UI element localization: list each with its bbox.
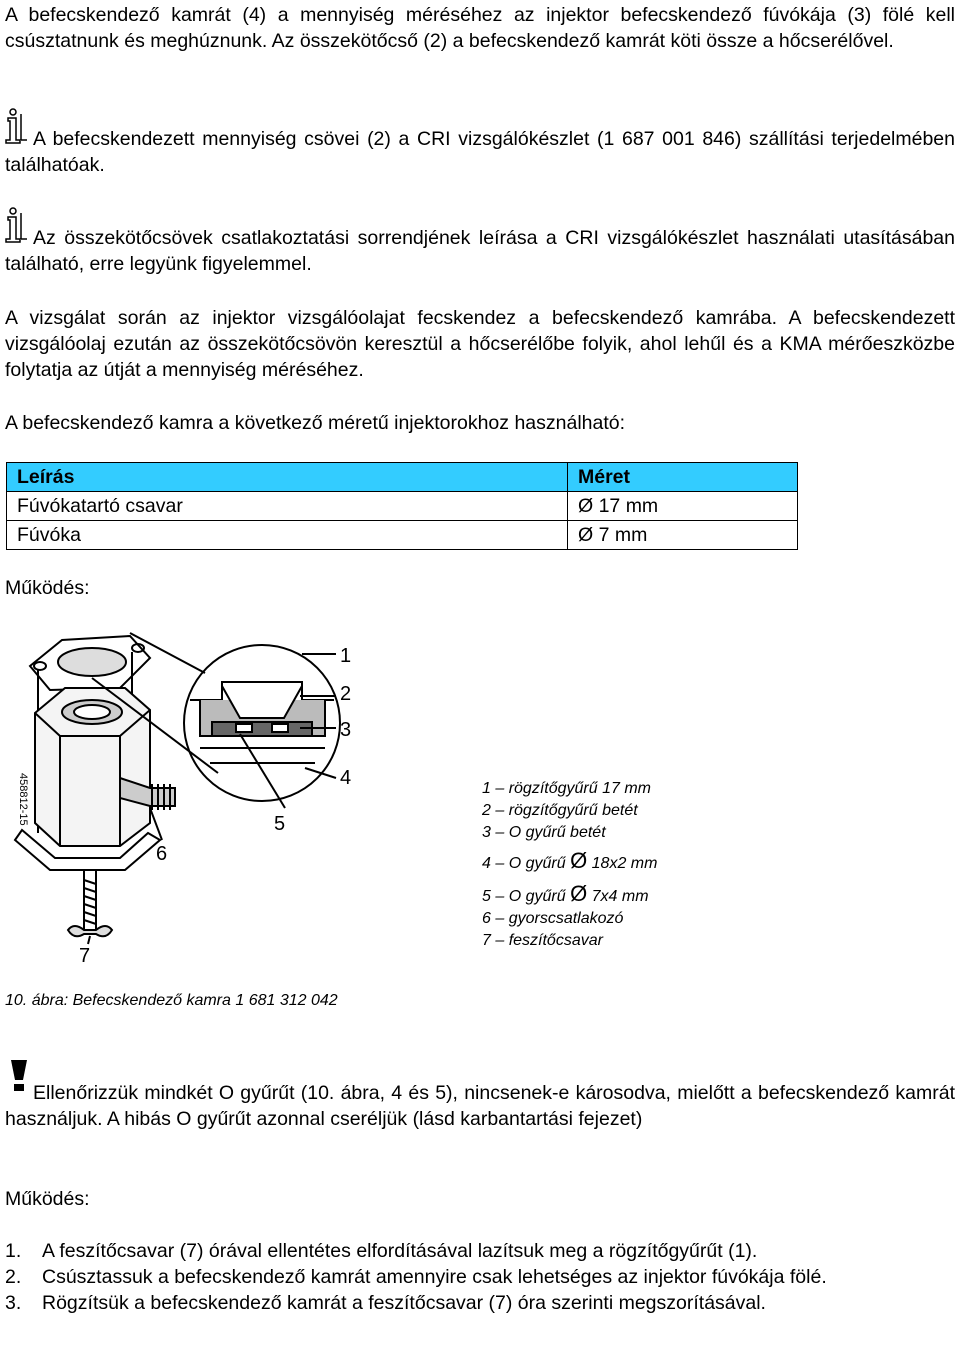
callout-2: 2 bbox=[340, 683, 352, 705]
table-row bbox=[7, 521, 798, 550]
step-text: Rögzítsük a befecskendező kamrát a feszítőcsavar (7) óra szerinti megszorításával. bbox=[42, 1292, 766, 1314]
diameter-symbol: Ø bbox=[570, 848, 588, 873]
table-row bbox=[7, 492, 798, 521]
step-number: 2. bbox=[5, 1266, 22, 1288]
usage-paragraph: A befecskendező kamra a következő méretű injektorokhoz használható: bbox=[5, 412, 626, 434]
legend-item: 1 – rögzítőgyűrű 17 mm bbox=[482, 780, 651, 797]
list-item bbox=[5, 1264, 955, 1290]
diameter-symbol: Ø bbox=[570, 881, 588, 906]
procedure-steps bbox=[5, 1238, 955, 1316]
drawing-part-number: 458812-15 bbox=[17, 773, 29, 826]
step-text: A feszítőcsavar (7) órával ellentétes elfordításával lazítsuk meg a rögzítőgyűrűt (1). bbox=[42, 1240, 758, 1262]
figure-legend bbox=[482, 778, 657, 952]
callout-3: 3 bbox=[340, 719, 352, 741]
legend-item: 7 – feszítőcsavar bbox=[482, 932, 603, 949]
section-heading-operation: Működés: bbox=[5, 577, 90, 599]
legend-item: 3 – O gyűrű betét bbox=[482, 824, 606, 841]
legend-label: 4 – O gyűrű bbox=[482, 855, 566, 872]
step-number: 3. bbox=[5, 1292, 22, 1314]
list-item bbox=[5, 1238, 955, 1264]
table-cell: Ø 7 mm bbox=[568, 521, 798, 550]
legend-item bbox=[482, 883, 657, 908]
intro-paragraph: A befecskendező kamrát (4) a mennyiség méréséhez az injektor befecskendező fúvókája (3) fölé kell csúsztatnunk és meghúznunk. Az összekötőcső (2) a befecskendező kamrát köti össze a hőcserélővel. bbox=[5, 4, 955, 52]
note-delivery-scope: A befecskendezett mennyiség csövei (2) a CRI vizsgálókészlet (1 687 001 846) szállítási terjedelmében találhatóak. bbox=[5, 128, 955, 176]
callout-1: 1 bbox=[340, 645, 352, 667]
legend-size: 7x4 mm bbox=[591, 888, 649, 905]
legend-item: 6 – gyorscsatlakozó bbox=[482, 910, 624, 927]
test-description-paragraph: A vizsgálat során az injektor vizsgálóolajat fecskendez a befecskendező kamrába. A befecskendezett vizsgálóolaj ezután az összekötőcsövön keresztül a hőcserélőbe folyik, ahol lehűl és a KMA mérőeszközbe folytatja az útját a mennyiség méréséhez. bbox=[5, 307, 955, 381]
warning-paragraph: Ellenőrizzük mindkét O gyűrűt (10. ábra, 4 és 5), nincsenek-e károsodva, mielőtt a befecskendező kamrát használjuk. A hibás O gyűrűt azonnal cseréljük (lásd karbantartási fejezet) bbox=[5, 1082, 955, 1130]
injector-size-table bbox=[6, 462, 798, 550]
legend-label: 5 – O gyűrű bbox=[482, 888, 566, 905]
table-header-size: Méret bbox=[568, 463, 798, 492]
legend-size: 18x2 mm bbox=[591, 855, 658, 872]
figure-caption: 10. ábra: Befecskendező kamra 1 681 312 042 bbox=[5, 992, 338, 1009]
section-heading-operation-steps: Működés: bbox=[5, 1188, 90, 1210]
callout-6: 6 bbox=[156, 843, 168, 865]
step-number: 1. bbox=[5, 1240, 22, 1262]
table-header-description: Leírás bbox=[7, 463, 568, 492]
legend-item bbox=[482, 850, 657, 875]
note-connection-order: Az összekötőcsövek csatlakoztatási sorrendjének leírása a CRI vizsgálókészlet használati utasításában található, erre legyünk figyelemmel. bbox=[5, 227, 955, 275]
step-text: Csúsztassuk a befecskendező kamrát amennyire csak lehetséges az injektor fúvókája fölé. bbox=[42, 1266, 827, 1288]
table-cell: Ø 17 mm bbox=[568, 492, 798, 521]
table-header-row bbox=[7, 463, 798, 492]
table-cell: Fúvóka bbox=[7, 521, 568, 550]
injection-chamber-drawing bbox=[0, 618, 960, 968]
table-cell: Fúvókatartó csavar bbox=[7, 492, 568, 521]
legend-item: 2 – rögzítőgyűrű betét bbox=[482, 802, 638, 819]
callout-7: 7 bbox=[79, 945, 91, 967]
callout-5: 5 bbox=[274, 813, 286, 835]
callout-4: 4 bbox=[340, 767, 352, 789]
list-item bbox=[5, 1290, 955, 1316]
